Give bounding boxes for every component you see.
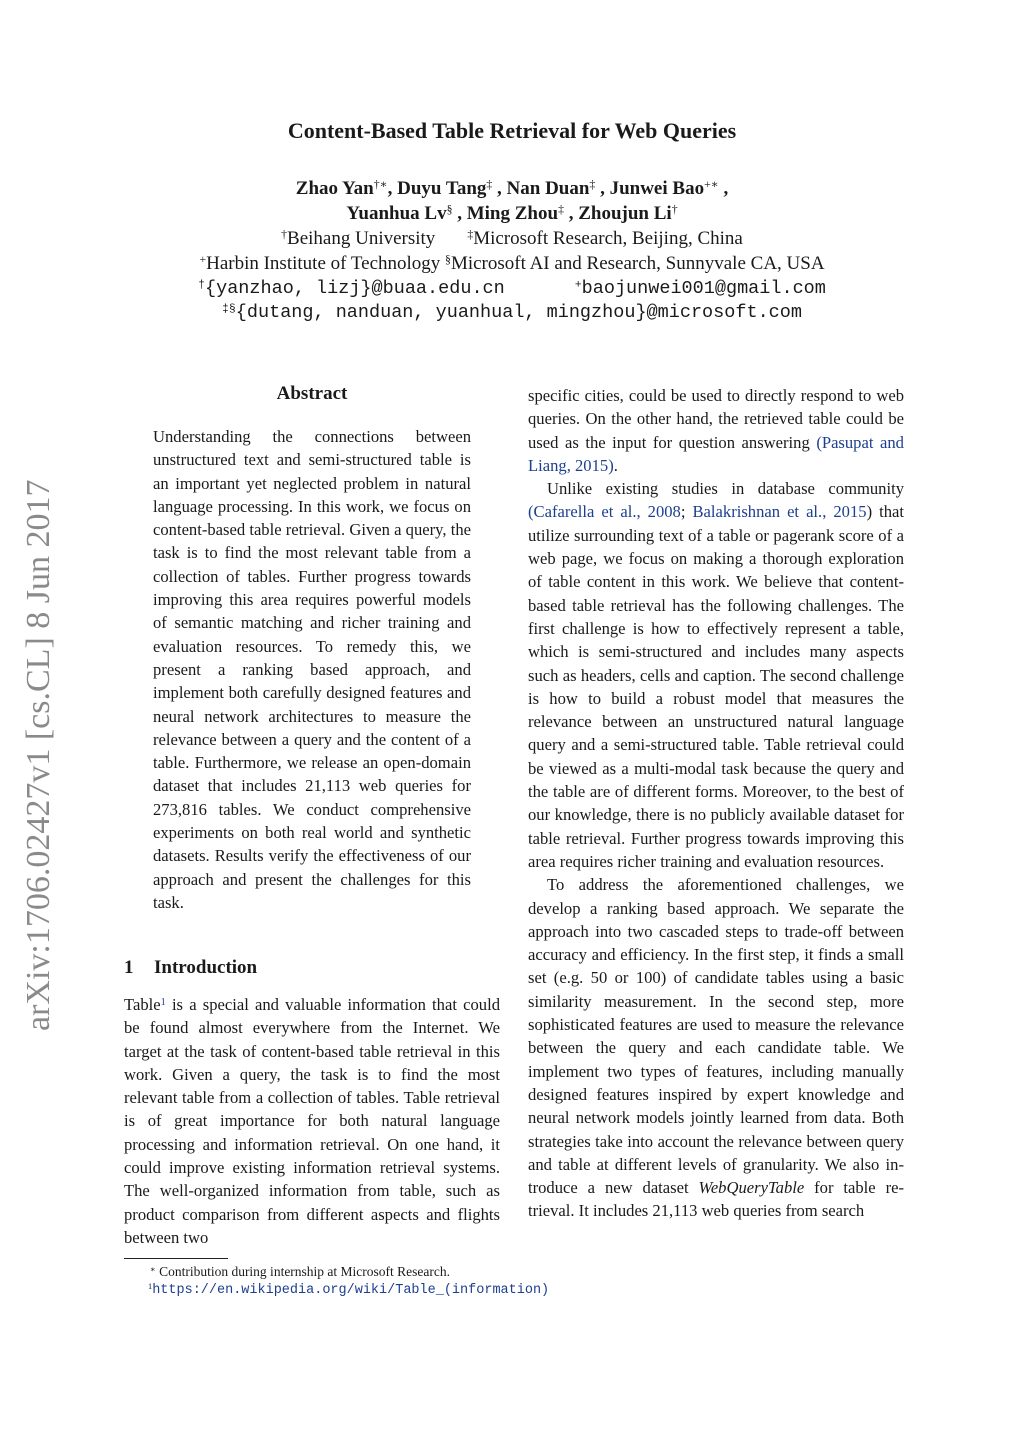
body-text: that utilize surrounding text of a table or pagerank score of a web page, we focus on making a thorough exploration of table content in this work. We believe that content-based table retrieval has the following challenges. The first challenge is how to effectively represent a table, which is semi-structured and includes many aspects such as headers, cells and caption. The second challenge is how to build a robust model that measures the relevance between an unstructured natural language query and a semi-structured table. Table retrieval could be viewed as a multi-modal task because the query and the table are of different forms. Moreover, to the best of our knowledge, there is no publicly available dataset for table retrieval. Further progress towards improving this area requires richer training and evaluation resources. (528, 502, 905, 871)
author-line-2 (0, 203, 1024, 225)
section-number: 1 (124, 957, 134, 978)
footnote-mark: ∗ (150, 1264, 156, 1274)
author-name: , Ming Zhou (452, 203, 559, 224)
author-name: Yuanhua Lv (346, 203, 447, 224)
right-column (528, 384, 904, 1223)
email-mark: ‡§ (222, 302, 236, 316)
email-line-2 (0, 302, 1024, 323)
author-name: , Nan Duan (492, 178, 590, 199)
body-text: specific cities, could be used to directly respond to web queries. On the other hand, the retrieved table could be used as the input for question answering (528, 386, 904, 452)
email-mark: † (198, 278, 205, 292)
citation-link[interactable]: (Pasupat and Liang, 2015) (528, 432, 904, 475)
body-text: To address the aforementioned challenges, we develop a ranking based approach. We separate the approach into two cascaded steps to trade-off between accuracy and efficiency. In the first step, it finds a small set (e.g. 50 or 100) of candidate tables using a basic similarity measurement. In the second step, more sophisticated features are used to measure the relevance between the query and each candidate table. We implement two types of features, including manually designed features inspired by expert knowledge and neural network models jointly learned from data. Both strategies take into account the relevance between query and table at different levels of granularity. We also introduce a new dataset (528, 875, 904, 1198)
footnote-link[interactable]: https://en.wikipedia.org/wiki/Table_(information) (152, 1283, 550, 1298)
paragraph (528, 477, 904, 873)
footnote-rule (124, 1258, 228, 1259)
author-mark: § (446, 203, 453, 217)
email: baojunwei001@gmail.com (581, 278, 826, 299)
dataset-name: WebQueryTable (698, 1178, 805, 1198)
section-title: Introduction (154, 957, 258, 978)
author-sep: , (718, 178, 729, 199)
abstract-heading: Abstract (276, 383, 348, 404)
paragraph (528, 384, 904, 477)
body-text: ) (866, 502, 873, 522)
paper-title: Content-Based Table Retrieval for Web Queries (287, 118, 737, 143)
author-mark: ‡ (486, 178, 493, 192)
affil-mark: § (445, 253, 451, 267)
author-mark: +∗ (704, 178, 719, 192)
email-line-1 (0, 278, 1024, 299)
intro-text: is a special and valuable information that could be found almost everywhere from the Internet. We target at the task of content-based table retrieval in this work. Given a query, the task is to find the most relevant table from a collection of tables. Table retrieval is of great importance for both natural language processing and information retrieval. On one hand, it could improve existing information retrieval systems. The well-organized information from table, such as product comparison from different aspects and flights between two (124, 995, 500, 1247)
email: {dutang, nanduan, yuanhual, mingzhou}@microsoft.com (235, 302, 802, 323)
intro-paragraph (124, 993, 500, 1249)
citation-link[interactable]: Balakrishnan et al., 2015 (692, 502, 867, 522)
affil-mark: ‡ (467, 228, 474, 242)
intro-text: Table (124, 995, 161, 1014)
author-mark: † (671, 203, 678, 217)
footnote-text: Contribution during internship at Microsoft Research. (155, 1264, 451, 1279)
affiliation-line-1 (0, 228, 1024, 250)
citation-link[interactable]: (Cafarella et al., 2008 (528, 502, 681, 522)
email-mark: + (574, 278, 582, 292)
author-name: Zhao Yan (295, 178, 374, 199)
footnotes (124, 1262, 550, 1300)
arxiv-stamp: arXiv:1706.02427v1 [cs.CL] 8 Jun 2017 (20, 479, 57, 1031)
footnote-1 (124, 1262, 500, 1281)
author-name: , Duyu Tang (387, 178, 487, 199)
section-heading (124, 957, 257, 979)
affil-mark: † (281, 228, 288, 242)
author-mark: †∗ (373, 178, 388, 192)
email: {yanzhao, lizj}@buaa.edu.cn (205, 278, 505, 299)
footnote-ref[interactable]: 1 (160, 996, 166, 1008)
body-text: for table retrieval. It includes 21,113 web queries from search (528, 1178, 904, 1221)
paragraph (528, 873, 904, 1222)
author-line-1 (0, 178, 1024, 200)
author-mark: ‡ (589, 178, 596, 192)
author-mark: ‡ (558, 203, 564, 217)
affiliation-line-2 (0, 253, 1024, 275)
affiliation: Microsoft Research, Beijing, China (473, 228, 743, 249)
body-text: ; (680, 502, 693, 522)
body-text: . (613, 455, 618, 475)
affiliation: Microsoft AI and Research, Sunnyvale CA, USA (450, 253, 825, 274)
affiliation: Harbin Institute of Technology (206, 253, 446, 274)
affiliation: Beihang University (287, 228, 436, 249)
footnote-2 (124, 1281, 550, 1300)
author-name: , Zhoujun Li (563, 203, 672, 224)
affil-mark: + (199, 253, 207, 267)
abstract-text: Understanding the connections between unstructured text and semi-structured table is an important yet neglected problem in natural language processing. In this work, we focus on content-based table retrieval. Given a query, the task is to find the most relevant table from a collection of tables. Further progress towards improving this area requires powerful models of semantic matching and richer training and evaluation resources. To remedy this, we present a ranking based approach, and implement both carefully designed features and neural network architectures to measure the relevance between a query and the content of a table. Furthermore, we release an open-domain dataset that includes 21,113 web queries for 273,816 tables. We conduct comprehensive experiments on both real world and synthetic datasets. Results verify the effectiveness of our approach and present the challenges for this task. (153, 427, 471, 912)
body-text: Unlike existing studies in database community (547, 479, 904, 499)
author-name: , Junwei Bao (595, 178, 705, 199)
footnote-mark: 1 (148, 1281, 153, 1291)
